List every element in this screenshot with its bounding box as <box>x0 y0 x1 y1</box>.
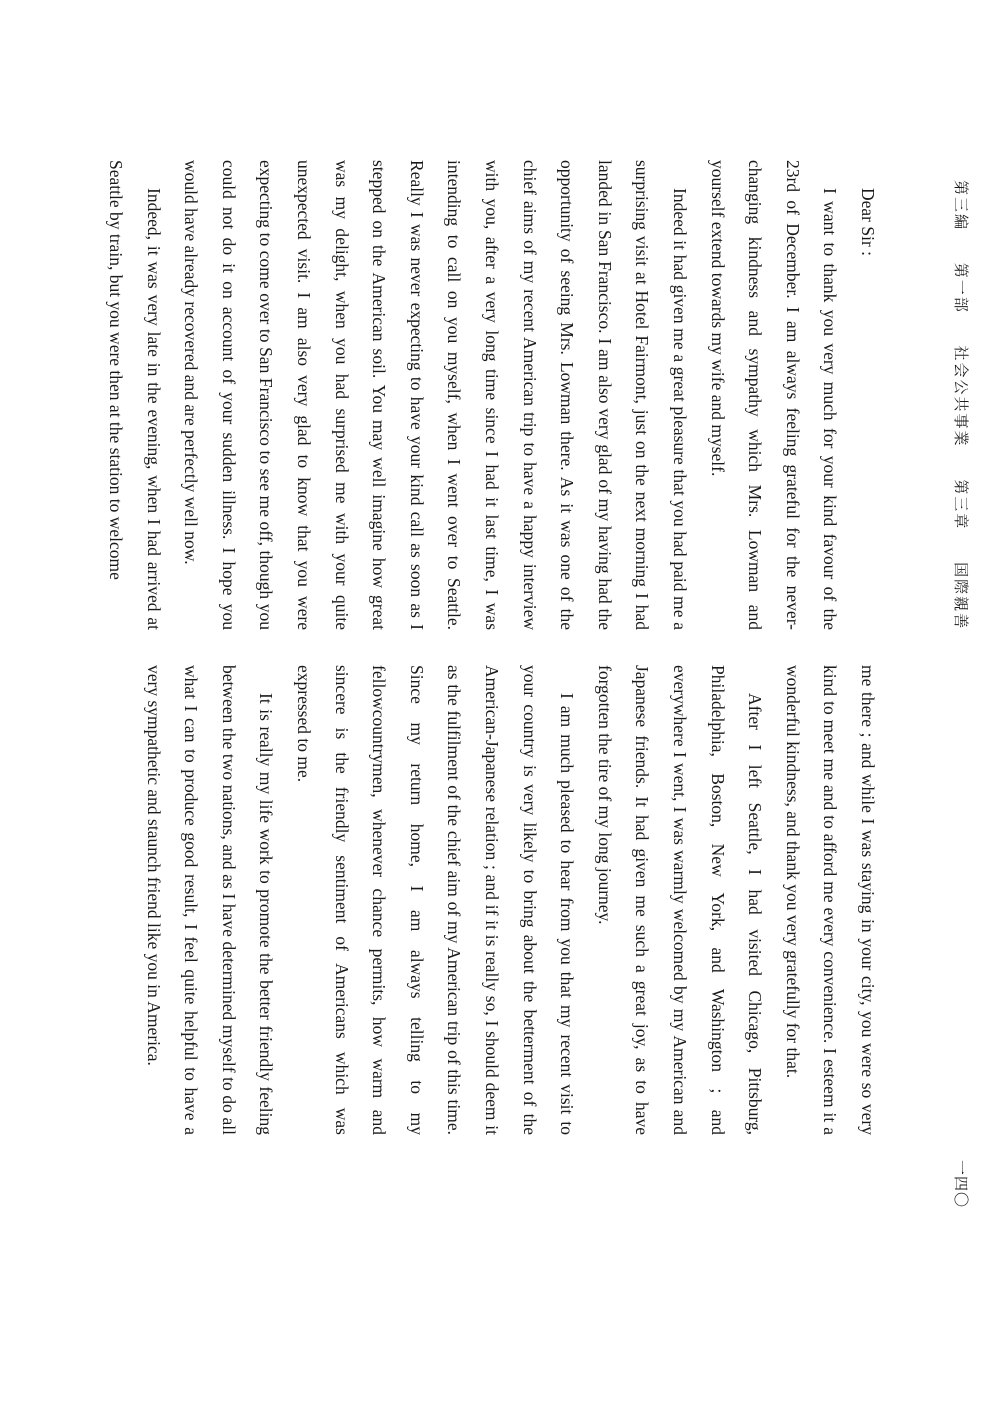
header-part-4: 第三章 <box>952 479 968 531</box>
page-number: 一四〇 <box>952 1160 968 1209</box>
paragraph: I am much pleased to hear from you that my recent visit to your country is very likely to bring about the betterment of the American-Japanese relation ; and if it is really so, I should deem it as the fulfilment of the chief aim of my American trip of this time. Since my return home, I am always telling to my fellowcountrymen, whenever chance permits, how warm and sincere is the friendly sentiment of Americans which was expressed to me. <box>294 665 578 1135</box>
left-column <box>97 160 886 630</box>
header-part-1: 第三編 <box>952 180 968 232</box>
header-part-3: 社会公共事業 <box>952 345 968 448</box>
header-part-2: 第一部 <box>952 262 968 314</box>
paragraph: Indeed it had given me a great pleasure that you had paid me a surprising visit at Hotel Fairmont, just on the next morning I had landed in San Francisco. I am also very glad of my having had the opportunity of seeing Mrs. Lowman there. As it was one of the chief aims of my recent American trip to have a happy interview with you, after a very long time since I had it last time, I was intending to call on you myself, when I went over to Seattle. Really I was never expecting to have your kind call as soon as I stepped on the American soil. You may well imagine how great was my delight, when you had surprised me with your quite unexpected visit. I am also very glad to know that you were expecting to come over to San Francisco to see me off, though you could not do it on account of your sudden illness. I hope you would have already recovered and are perfectly well now. <box>181 160 691 630</box>
paragraph: I want to thank you very much for your kind favour of the 23rd of December. I am always feeling grateful for the never-changing kindness and sympathy which Mrs. Lowman and yourself extend towards my wife and myself. <box>707 160 841 630</box>
salutation: Dear Sir : <box>858 188 878 257</box>
right-column <box>134 665 886 1135</box>
paragraph: Indeed, it was very late in the evening, when I had arrived at Seattle by train, but you were then at the station to welcome <box>106 160 164 630</box>
paragraph: It is really my life work to promote the better friendly feeling between the two nations, and as I have determined myself to do all what I can to produce good result, I feel quite helpful to have a very sympathetic and staunch friend like you in America. <box>143 665 277 1135</box>
header-part-5: 国際親善 <box>952 562 968 631</box>
running-header <box>951 180 972 656</box>
paragraph: After I left Seattle, I had visited Chicago, Pittsburg, Philadelphia, Boston, New York, and Washington ; and everywhere I went, I was warmly welcomed by my American and Japanese friends. It had given me such a great joy, as to have forgotten the tire of my long journey. <box>594 665 766 1135</box>
paragraph-continuation: me there ; and while I was staying in your city, you were so very kind to meet me and to afford me every convenience. I esteem it a wonderful kindness, and thank you very gratefully for that. <box>782 665 878 1135</box>
